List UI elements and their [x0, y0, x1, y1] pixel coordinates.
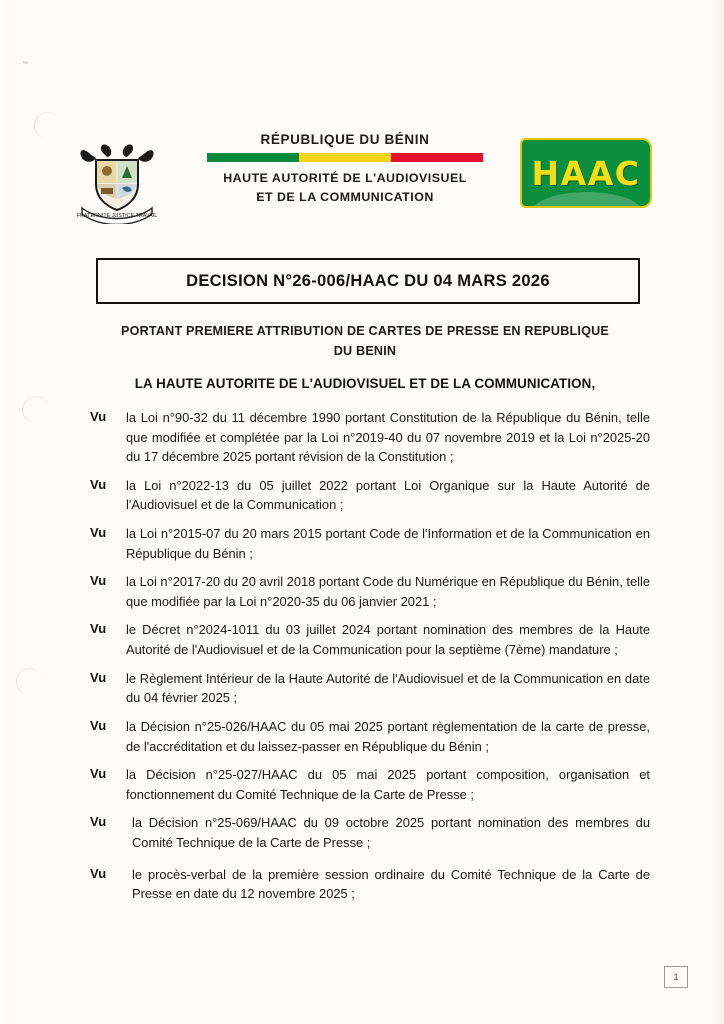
vu-text: la Loi n°90-32 du 11 décembre 1990 portant Constitution de la République du Bénin, telle que modifiée et complétée par la Loi n°2019-40 du 07 novembre 2019 et la Loi n°2025-20 du 17 décembre 2025 portant révision de la Constitution ; — [126, 410, 650, 465]
hole-punch-mark — [16, 668, 43, 695]
page-number: 1 — [664, 966, 688, 988]
decision-title: DECISION N°26-006/HAAC DU 04 MARS 2026 — [186, 271, 550, 290]
list-item — [90, 765, 650, 804]
vu-label: Vu — [90, 814, 107, 830]
vu-text: la Loi n°2017-20 du 20 avril 2018 portant Code du Numérique en République du Bénin, telle que modifiée par la Loi n°2020-35 du 06 janvier 2021 ; — [126, 574, 651, 609]
decision-object: PORTANT PREMIERE ATTRIBUTION DE CARTES DE PRESSE EN REPUBLIQUE DU BENIN — [121, 324, 609, 358]
vu-label: Vu — [90, 766, 107, 782]
logo-sheen — [532, 192, 642, 208]
list-item — [90, 476, 650, 515]
vu-label: Vu — [90, 621, 107, 637]
issuing-authority: LA HAUTE AUTORITE DE L'AUDIOVISUEL ET DE LA COMMUNICATION, — [134, 376, 596, 391]
document-header — [0, 126, 724, 226]
vu-text: la Décision n°25-026/HAAC du 05 mai 2025 portant règlementation de la carte de presse, de l'accréditation et du laissez-passer en République du Bénin ; — [126, 718, 650, 754]
vu-text: le procès-verbal de la première session ordinaire du Comité Technique de la Carte de Presse en date du 12 novembre 2025 ; — [132, 866, 650, 902]
svg-text:FRATERNITE JUSTICE TRAVAIL: FRATERNITE JUSTICE TRAVAIL — [76, 213, 158, 219]
flag-yellow-stripe — [299, 153, 391, 162]
vu-label: Vu — [90, 525, 107, 541]
vu-label: Vu — [90, 717, 107, 733]
hole-punch-mark — [22, 396, 49, 423]
list-item — [90, 813, 650, 852]
benin-coat-of-arms-emblem — [72, 136, 162, 224]
republic-title: RÉPUBLIQUE DU BÉNIN — [260, 132, 430, 147]
decision-title-box — [96, 258, 640, 304]
haac-logo — [520, 138, 652, 208]
list-item — [90, 572, 650, 611]
flag-green-stripe — [207, 153, 299, 162]
vu-text: le Règlement Intérieur de la Haute Autorité de l'Audiovisuel et de la Communication en date du 04 février 2025 ; — [126, 670, 650, 706]
considerations-list — [90, 408, 650, 913]
vu-text: la Décision n°25-069/HAAC du 09 octobre 2025 portant nomination des membres du Comité Technique de la Carte de Presse ; — [132, 815, 650, 850]
header-titles — [190, 132, 500, 206]
list-item — [90, 865, 650, 904]
vu-label: Vu — [90, 409, 107, 424]
vu-text: la Loi n°2015-07 du 20 mars 2015 portant Code de l'Information et de la Communication en République du Bénin ; — [126, 526, 650, 561]
haac-logo-text: HAAC — [531, 153, 641, 193]
scan-artifact: ⌁ — [22, 57, 29, 69]
benin-flag-bar — [207, 153, 483, 162]
flag-red-stripe — [391, 153, 483, 162]
list-item — [90, 669, 650, 708]
list-item — [90, 408, 650, 467]
list-item — [90, 620, 650, 659]
list-item — [90, 524, 650, 563]
vu-text: le Décret n°2024-1011 du 03 juillet 2024 portant nomination des membres de la Haute Autorité de l'Audiovisuel et de la Communication pour la septième (7ème) mandature ; — [126, 622, 650, 658]
vu-label: Vu — [90, 573, 107, 589]
list-item — [90, 717, 650, 756]
vu-label: Vu — [90, 669, 107, 685]
vu-label: Vu — [90, 476, 107, 492]
vu-text: la Loi n°2022-13 du 05 juillet 2022 portant Loi Organique sur la Haute Autorité de l'Audiovisuel et de la Communication ; — [126, 477, 650, 513]
authority-name-line2: ET DE LA COMMUNICATION — [256, 189, 434, 204]
vu-label: Vu — [90, 865, 107, 881]
vu-text: la Décision n°25-027/HAAC du 05 mai 2025 portant composition, organisation et fonctionnement du Comité Technique de la Carte de Presse ; — [126, 767, 650, 802]
authority-name-line1: HAUTE AUTORITÉ DE L'AUDIOVISUEL — [223, 171, 467, 185]
